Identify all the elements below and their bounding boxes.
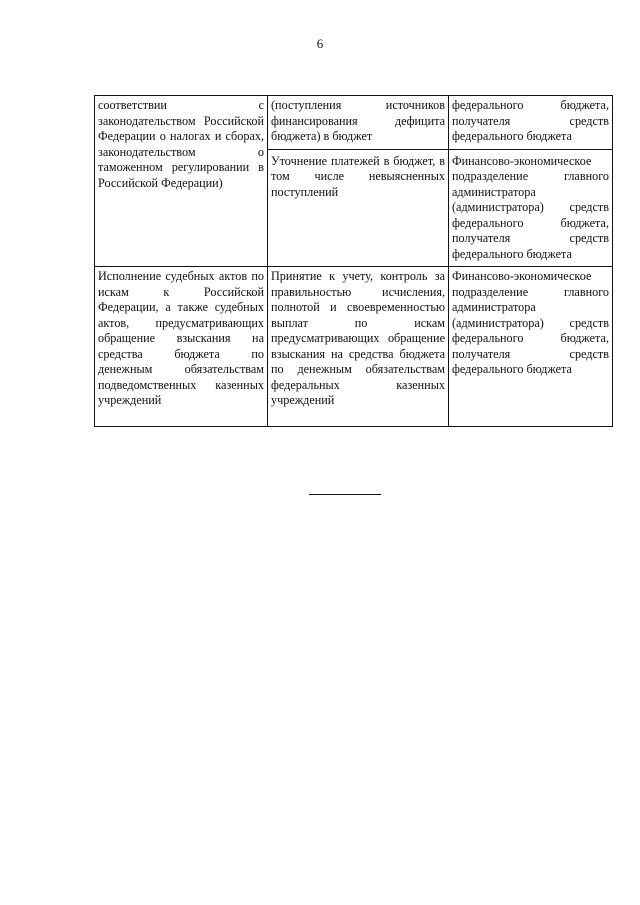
cell-text: федерального бюджета, получателя средств федерального бюджета (452, 98, 609, 143)
table-cell (95, 96, 268, 267)
page-number: 6 (316, 36, 324, 51)
cell-text: Уточнение платежей в бюджет, в том числе невыясненных поступлений (271, 153, 445, 199)
table-row (95, 267, 613, 427)
cell-text: Финансово-экономическое подразделение главного администратора (администратора) средств федерального бюджета, получателя средств федерального бюджета (452, 153, 609, 261)
cell-text: Исполнение судебных актов по искам к Российской Федерации, а также судебных актов, предусматривающих обращение взыскания на средства бюджета по денежным обязательствам подведомственных казенных учреждений (98, 269, 264, 407)
inner-cell (268, 149, 448, 201)
inner-cell (449, 149, 612, 263)
cell-text: Финансово-экономическое подразделение главного администратора (администратора) средств федерального бюджета, получателя средств федерального бюджета (452, 269, 609, 376)
table-cell (95, 267, 268, 427)
table-row (95, 96, 613, 267)
responsibility-table (94, 95, 613, 427)
table-cell (268, 96, 449, 267)
table-cell (268, 267, 449, 427)
cell-text: (поступления источников финансирования дефицита бюджета) в бюджет (271, 98, 445, 143)
cell-text: соответствии с законодательством Российской Федерации о налогах и сборах, законодательством о таможенном регулировании в Российской Федерации) (98, 98, 264, 190)
cell-text: Принятие к учету, контроль за правильностью исчисления, полнотой и своевременностью выплат по искам предусматривающих обращение взыскания на средства бюджета по денежным обязательствам федеральных казенных учреждений (271, 269, 445, 407)
closing-rule (309, 494, 381, 495)
table-cell (449, 96, 613, 267)
table-cell (449, 267, 613, 427)
